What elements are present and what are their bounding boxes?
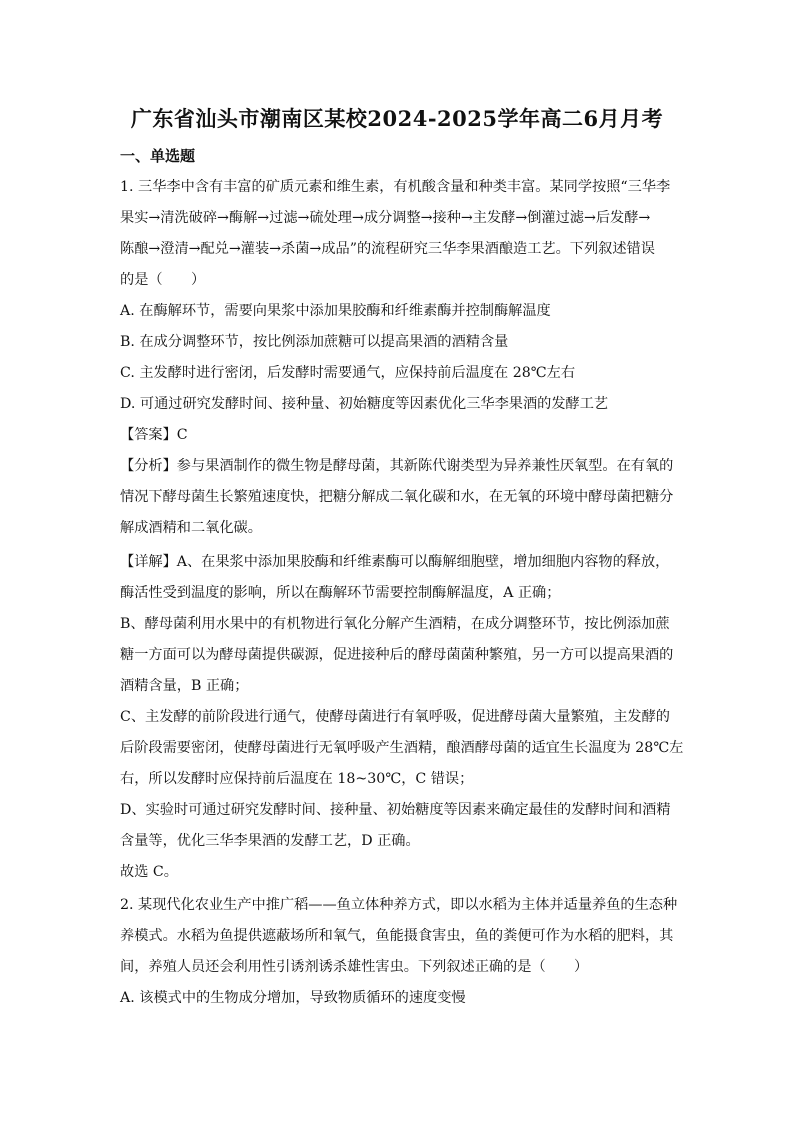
q2-option-a: A. 该模式中的生物成分增加，导致物质循环的速度变慢	[120, 990, 466, 1006]
q1-conclusion: 故选 C。	[120, 864, 178, 880]
q1-detail-line: 【详解】A、在果浆中添加果胶酶和纤维素酶可以酶解细胞壁，增加细胞内容物的释放，	[120, 554, 670, 570]
q1-option-c: C. 主发酵时进行密闭，后发酵时需要通气，应保持前后温度在 28℃左右	[120, 365, 576, 381]
q1-detail-line: 酒精含量，B 正确；	[120, 678, 249, 694]
q1-stem-line: 陈酿→澄清→配兑→灌装→杀菌→成品”的流程研究三华李果酒酿造工艺。下列叙述错误	[120, 241, 655, 257]
q1-detail-line: 糖一方面可以为酵母菌提供碳源，促进接种后的酵母菌菌种繁殖，另一方可以提高果酒的	[120, 647, 674, 663]
document-title: 广东省汕头市潮南区某校2024-2025学年高二6月月考	[130, 106, 664, 131]
q1-analysis-line: 解成酒精和二氧化碳。	[120, 520, 262, 536]
q1-analysis-line: 情况下酵母菌生长繁殖速度快，把糖分解成二氧化碳和水，在无氧的环境中酵母菌把糖分	[120, 489, 674, 505]
q1-detail-line: C、主发酵的前阶段进行通气，使酵母菌进行有氧呼吸，促进酵母菌大量繁殖，主发酵的	[120, 709, 670, 725]
q1-detail-line: 含量等，优化三华李果酒的发酵工艺，D 正确。	[120, 833, 420, 849]
q1-option-a: A. 在酶解环节，需要向果浆中添加果胶酶和纤维素酶并控制酶解温度	[120, 303, 551, 319]
q1-answer: 【答案】C	[120, 427, 188, 443]
q1-detail-line: 酶活性受到温度的影响，所以在酶解环节需要控制酶解温度，A 正确；	[120, 585, 561, 601]
section-heading: 一、单选题	[120, 147, 196, 165]
q2-stem-line: 养模式。水稻为鱼提供遮蔽场所和氧气，鱼能摄食害虫，鱼的粪便可作为水稻的肥料，其	[120, 928, 674, 944]
q1-stem-line: 1. 三华李中含有丰富的矿质元素和维生素，有机酸含量和种类丰富。某同学按照“三华李	[120, 179, 671, 195]
q1-detail-line: B、酵母菌利用水果中的有机物进行氧化分解产生酒精，在成分调整环节，按比例添加蔗	[120, 616, 670, 632]
q1-option-b: B. 在成分调整环节，按比例添加蔗糖可以提高果酒的酒精含量	[120, 334, 509, 350]
q2-stem-line: 间，养殖人员还会利用性引诱剂诱杀雄性害虫。下列叙述正确的是（ ）	[120, 959, 589, 975]
q1-option-d: D. 可通过研究发酵时间、接种量、初始糖度等因素优化三华李果酒的发酵工艺	[120, 396, 609, 412]
q1-detail-line: D、实验时可通过研究发酵时间、接种量、初始糖度等因素来确定最佳的发酵时间和酒精	[120, 802, 671, 818]
q1-detail-line: 后阶段需要密闭，使酵母菌进行无氧呼吸产生酒精，酿酒酵母菌的适宜生长温度为 28℃左	[120, 740, 684, 756]
q1-stem-line: 果实→清洗破碎→酶解→过滤→硫处理→成分调整→接种→主发酵→倒灌过滤→后发酵→	[120, 210, 651, 226]
q1-stem-line: 的是（ ）	[120, 272, 206, 288]
q1-detail-line: 右，所以发酵时应保持前后温度在 18~30℃，C 错误；	[120, 771, 474, 787]
q2-stem-line: 2. 某现代化农业生产中推广稻——鱼立体种养方式，即以水稻为主体并适量养鱼的生态种	[120, 897, 678, 913]
q1-analysis-line: 【分析】参与果酒制作的微生物是酵母菌，其新陈代谢类型为异养兼性厌氧型。在有氧的	[120, 458, 674, 474]
